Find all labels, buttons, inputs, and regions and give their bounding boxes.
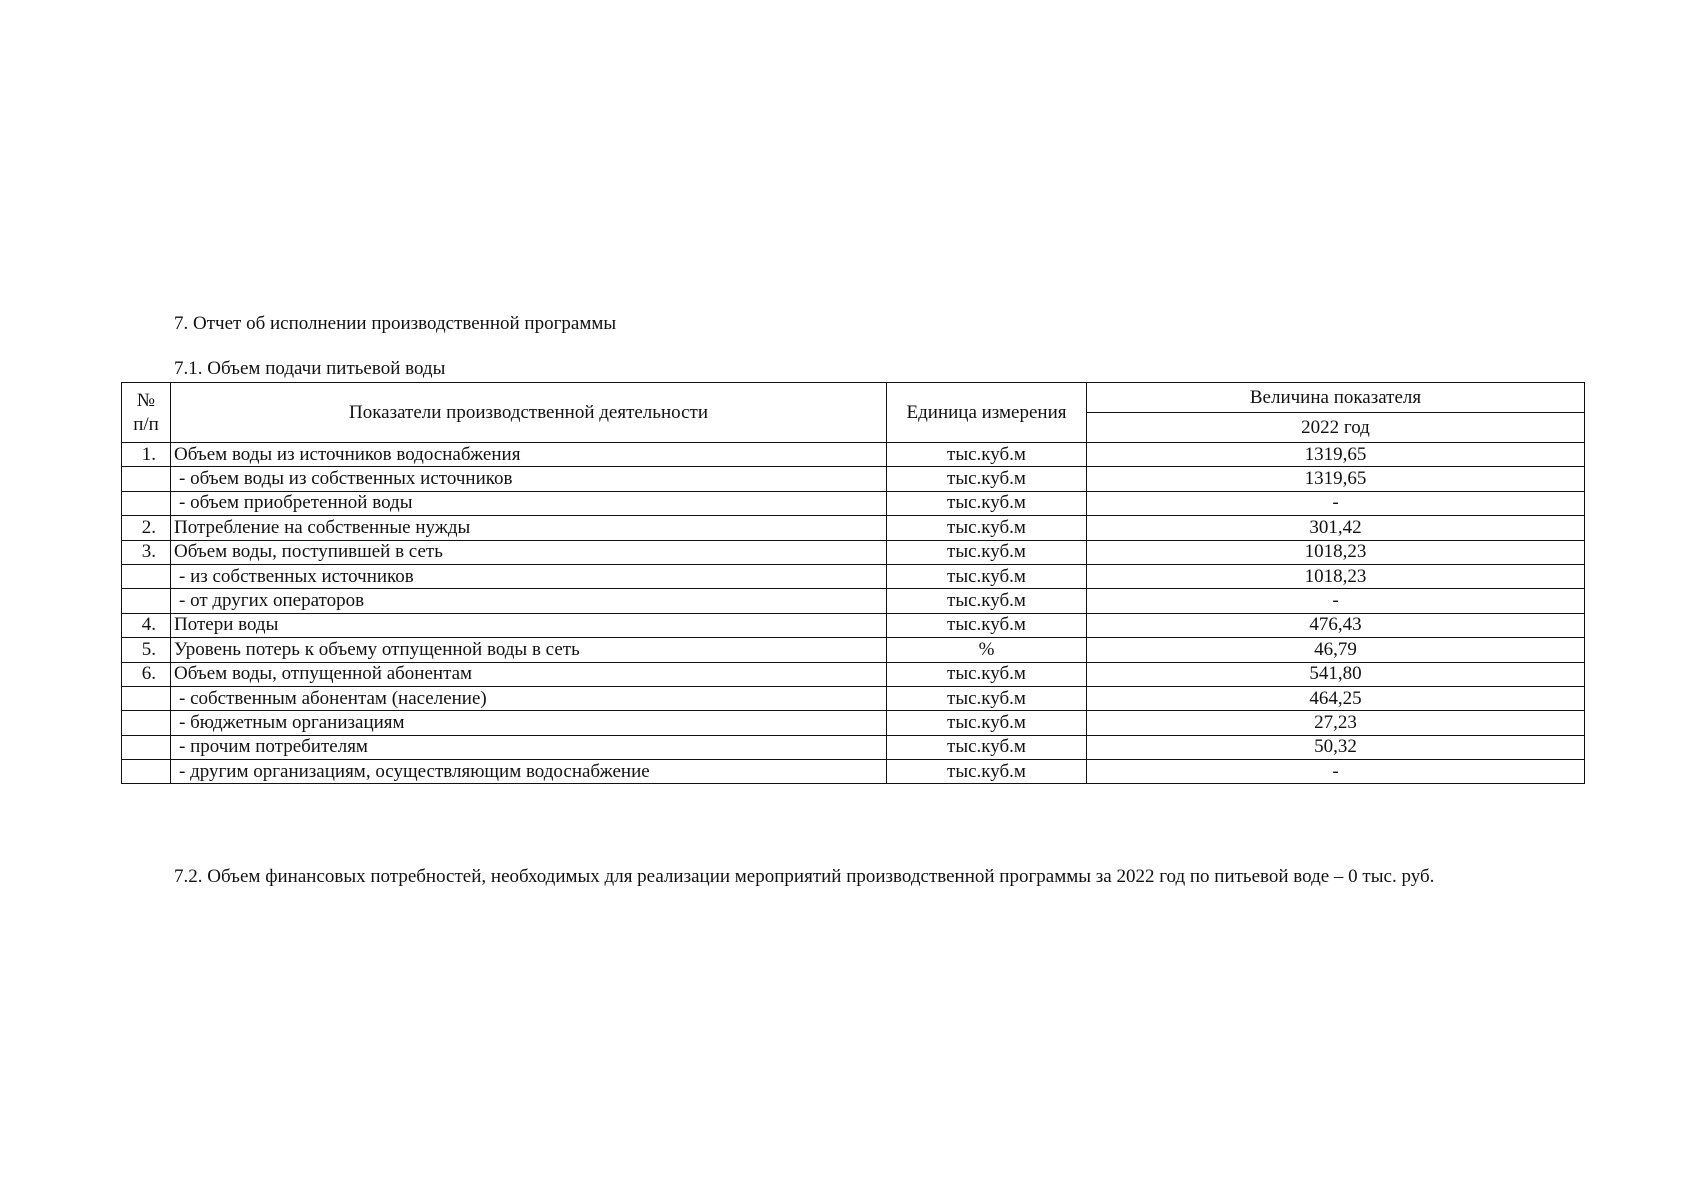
row-unit: тыс.куб.м bbox=[887, 589, 1087, 613]
row-indicator: Уровень потерь к объему отпущенной воды в сеть bbox=[171, 638, 887, 662]
subsection-title: 7.1. Объем подачи питьевой воды bbox=[174, 358, 446, 379]
row-value: 476,43 bbox=[1087, 613, 1585, 637]
row-number bbox=[122, 735, 171, 759]
row-number bbox=[122, 686, 171, 710]
row-indicator: - объем воды из собственных источников bbox=[171, 467, 887, 491]
row-number: 4. bbox=[122, 613, 171, 637]
row-unit: тыс.куб.м bbox=[887, 686, 1087, 710]
table-row bbox=[122, 662, 1585, 686]
row-unit: тыс.куб.м bbox=[887, 613, 1087, 637]
row-indicator: - от других операторов bbox=[171, 589, 887, 613]
table-header bbox=[122, 383, 1585, 443]
row-unit: тыс.куб.м bbox=[887, 662, 1087, 686]
section-title: 7. Отчет об исполнении производственной программы bbox=[174, 313, 617, 334]
header-year: 2022 год bbox=[1087, 413, 1585, 443]
row-unit: тыс.куб.м bbox=[887, 540, 1087, 564]
water-supply-table bbox=[121, 382, 1585, 784]
row-number: 5. bbox=[122, 638, 171, 662]
row-indicator: - собственным абонентам (население) bbox=[171, 686, 887, 710]
row-number bbox=[122, 491, 171, 515]
row-number bbox=[122, 711, 171, 735]
table-row bbox=[122, 686, 1585, 710]
table-row bbox=[122, 540, 1585, 564]
row-indicator: Объем воды, отпущенной абонентам bbox=[171, 662, 887, 686]
row-unit: тыс.куб.м bbox=[887, 516, 1087, 540]
row-indicator: - другим организациям, осуществляющим водоснабжение bbox=[171, 760, 887, 784]
row-indicator: Потери воды bbox=[171, 613, 887, 637]
row-unit: тыс.куб.м bbox=[887, 467, 1087, 491]
header-value-group: Величина показателя bbox=[1087, 383, 1585, 413]
row-number bbox=[122, 760, 171, 784]
row-number bbox=[122, 589, 171, 613]
row-value: 50,32 bbox=[1087, 735, 1585, 759]
table-row bbox=[122, 760, 1585, 784]
row-value: 301,42 bbox=[1087, 516, 1585, 540]
row-value: 46,79 bbox=[1087, 638, 1585, 662]
row-indicator: - из собственных источников bbox=[171, 564, 887, 588]
row-unit: % bbox=[887, 638, 1087, 662]
row-indicator: - объем приобретенной воды bbox=[171, 491, 887, 515]
row-number bbox=[122, 467, 171, 491]
table-row bbox=[122, 589, 1585, 613]
row-value: 464,25 bbox=[1087, 686, 1585, 710]
table-row bbox=[122, 564, 1585, 588]
row-indicator: - прочим потребителям bbox=[171, 735, 887, 759]
table-row bbox=[122, 516, 1585, 540]
table-row bbox=[122, 443, 1585, 467]
row-indicator: Потребление на собственные нужды bbox=[171, 516, 887, 540]
row-value: - bbox=[1087, 491, 1585, 515]
table-body bbox=[122, 443, 1585, 784]
row-unit: тыс.куб.м bbox=[887, 443, 1087, 467]
row-number: 1. bbox=[122, 443, 171, 467]
header-unit: Единица измерения bbox=[887, 383, 1087, 443]
row-indicator: Объем воды из источников водоснабжения bbox=[171, 443, 887, 467]
row-number: 3. bbox=[122, 540, 171, 564]
table-row bbox=[122, 711, 1585, 735]
row-indicator: Объем воды, поступившей в сеть bbox=[171, 540, 887, 564]
row-value: 1319,65 bbox=[1087, 443, 1585, 467]
row-number bbox=[122, 564, 171, 588]
row-value: 1319,65 bbox=[1087, 467, 1585, 491]
row-value: 27,23 bbox=[1087, 711, 1585, 735]
header-number-abbrev: п/п bbox=[133, 413, 159, 435]
row-unit: тыс.куб.м bbox=[887, 564, 1087, 588]
row-value: - bbox=[1087, 589, 1585, 613]
row-value: 1018,23 bbox=[1087, 540, 1585, 564]
row-value: - bbox=[1087, 760, 1585, 784]
row-indicator: - бюджетным организациям bbox=[171, 711, 887, 735]
row-value: 541,80 bbox=[1087, 662, 1585, 686]
row-unit: тыс.куб.м bbox=[887, 491, 1087, 515]
table-row bbox=[122, 467, 1585, 491]
header-indicator: Показатели производственной деятельности bbox=[171, 383, 887, 443]
table-row bbox=[122, 491, 1585, 515]
header-number-sign: № bbox=[136, 389, 156, 411]
table-row bbox=[122, 735, 1585, 759]
row-value: 1018,23 bbox=[1087, 564, 1585, 588]
row-unit: тыс.куб.м bbox=[887, 711, 1087, 735]
financial-needs-note: 7.2. Объем финансовых потребностей, необходимых для реализации мероприятий производственной программы за 2022 год по питьевой воде – 0 тыс. руб. bbox=[174, 866, 1435, 887]
table-row bbox=[122, 638, 1585, 662]
row-unit: тыс.куб.м bbox=[887, 760, 1087, 784]
table-row bbox=[122, 613, 1585, 637]
row-unit: тыс.куб.м bbox=[887, 735, 1087, 759]
header-row-number bbox=[122, 383, 171, 443]
row-number: 2. bbox=[122, 516, 171, 540]
row-number: 6. bbox=[122, 662, 171, 686]
